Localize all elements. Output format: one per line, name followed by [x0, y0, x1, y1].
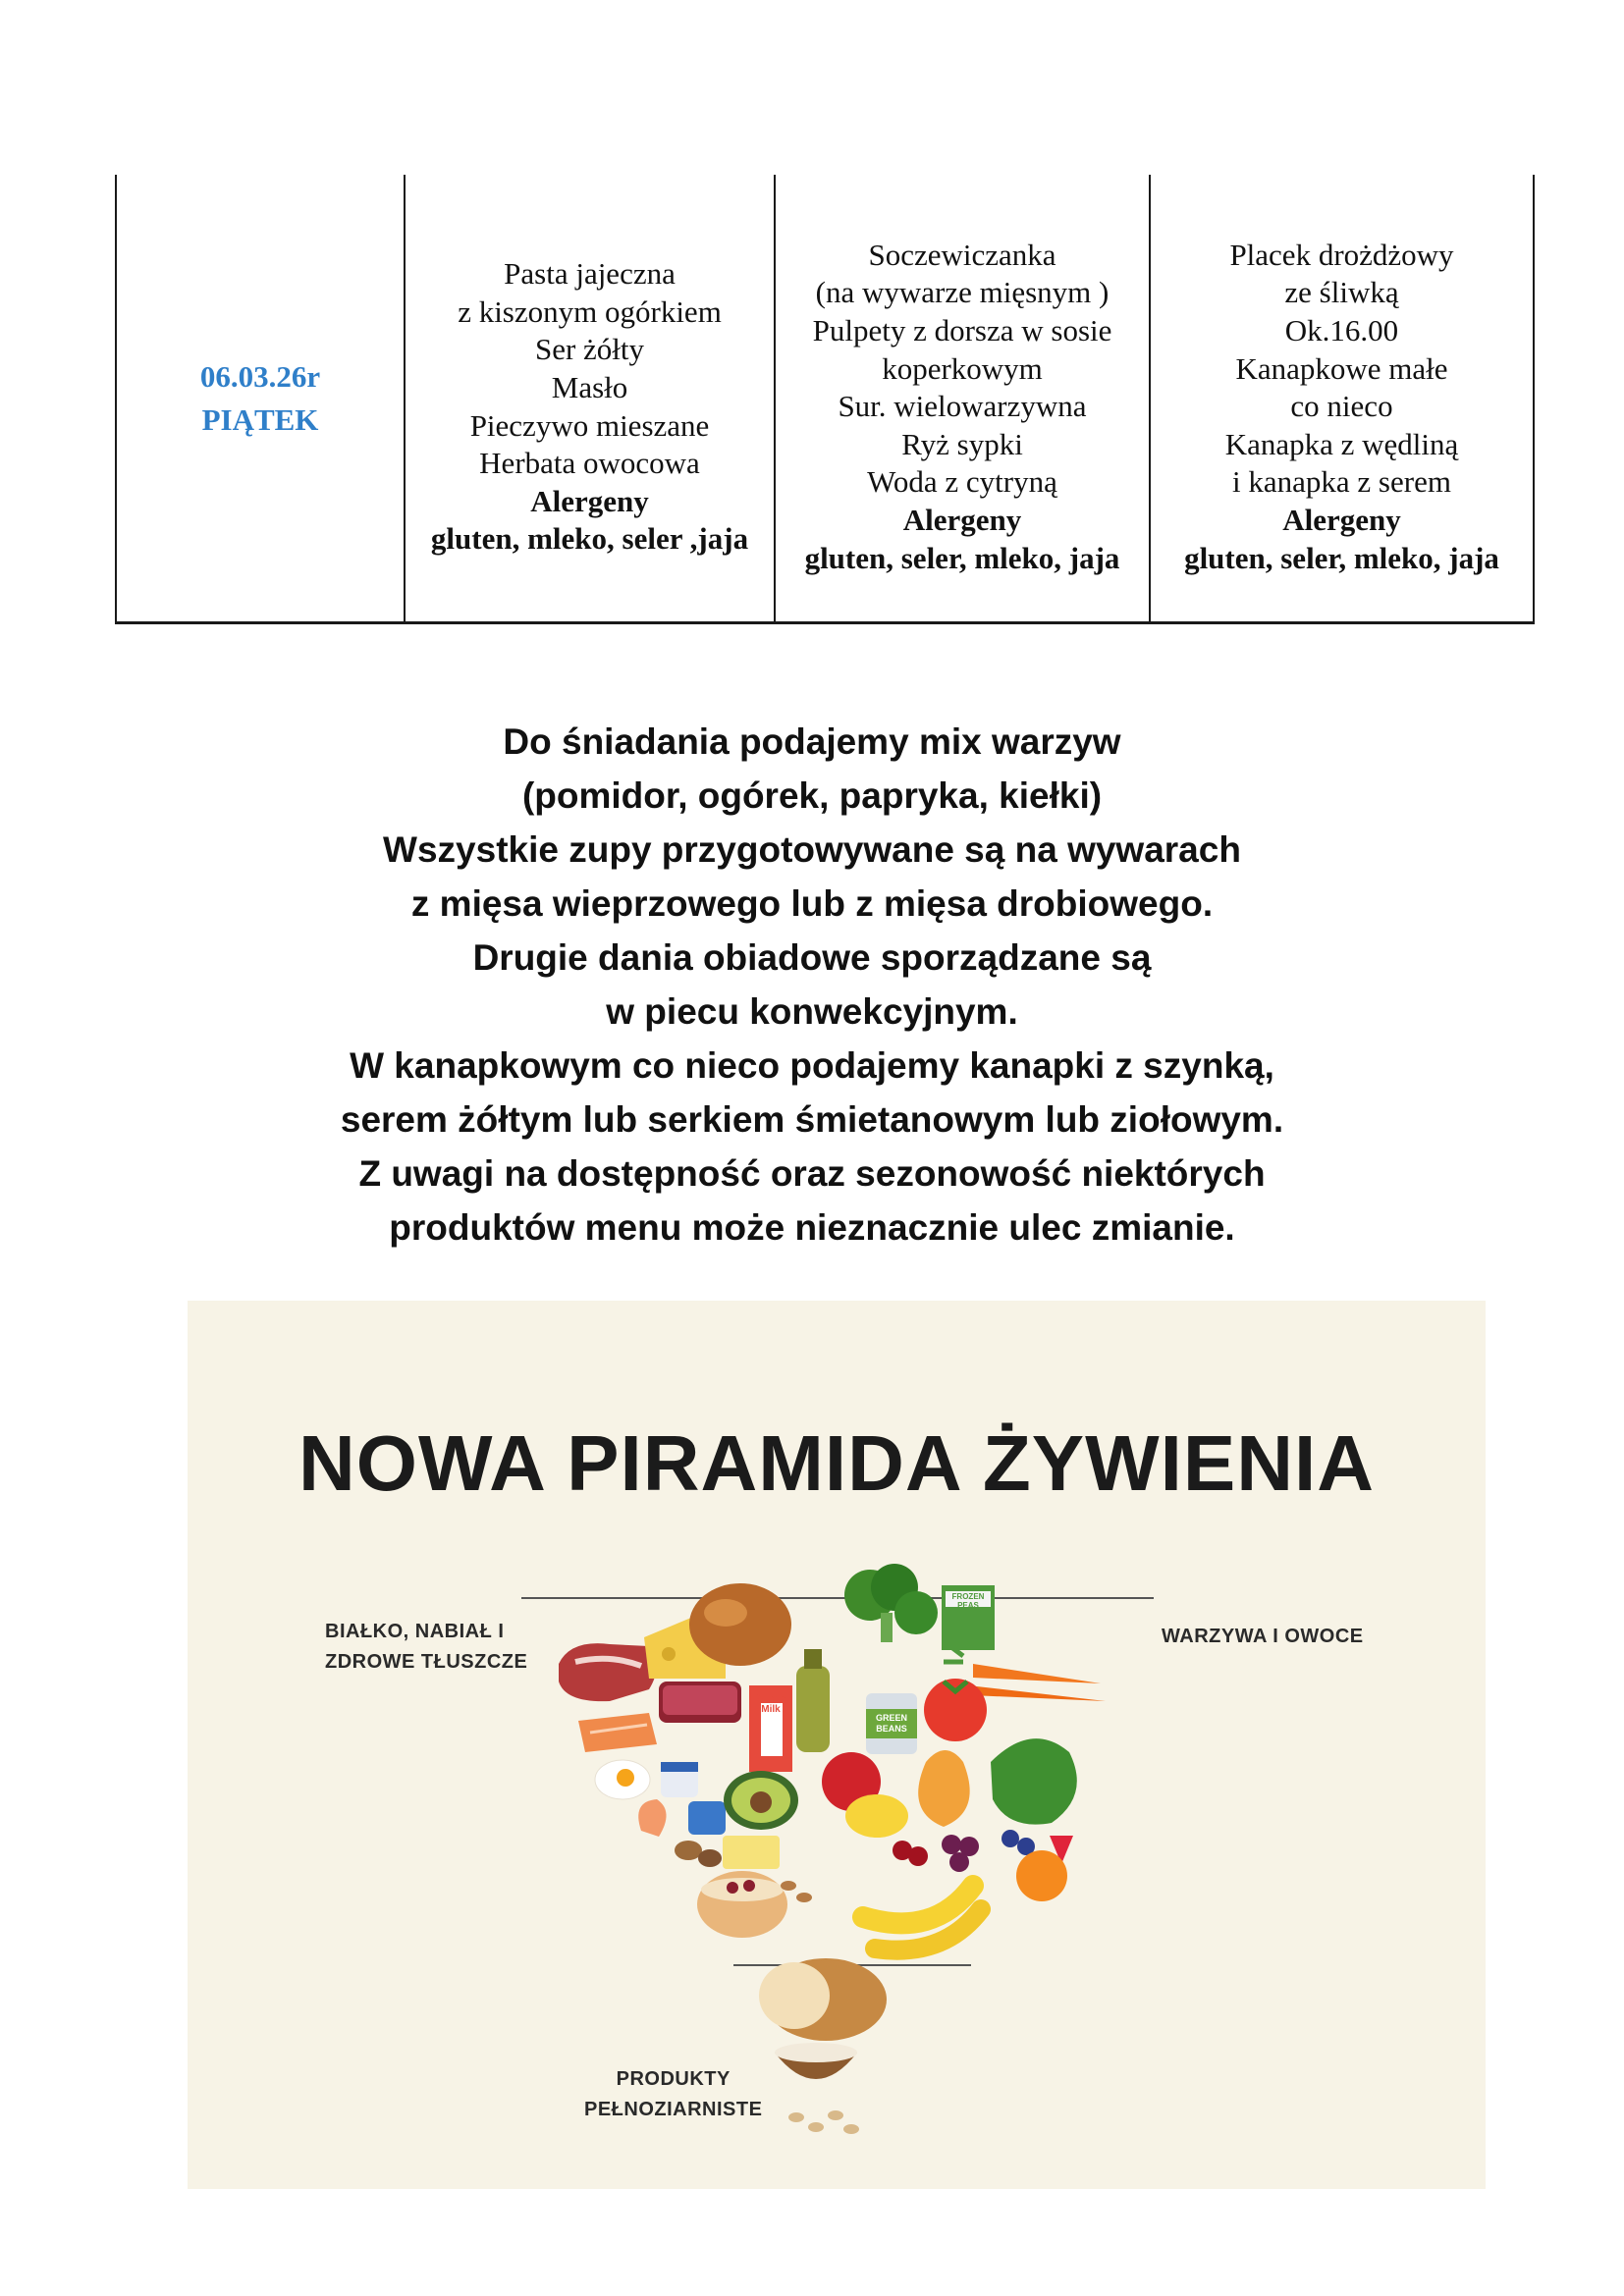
protein-label-line: ZDROWE TŁUSZCZE: [325, 1651, 528, 1673]
breakfast-line: Ser żółty: [534, 332, 645, 367]
lunch-cell: [776, 175, 1151, 621]
snack-line: ze śliwką: [1284, 275, 1399, 310]
snack-allergens-label: Alergeny: [1282, 502, 1401, 537]
green-beans-label: GREEN BEANS: [875, 1713, 907, 1734]
vegetables-fruits-label: WARZYWA I OWOCE: [1162, 1626, 1364, 1647]
note-line: w piecu konwekcyjnym.: [606, 991, 1018, 1032]
breakfast-cell: [406, 175, 776, 621]
lunch-allergens-label: Alergeny: [902, 502, 1022, 537]
grain-label-line: PEŁNOZIARNISTE: [584, 2099, 763, 2120]
note-line: (pomidor, ogórek, papryka, kiełki): [521, 775, 1103, 816]
lunch-line: Soczewiczanka: [868, 237, 1056, 272]
lunch-line: koperkowym: [882, 350, 1043, 386]
breakfast-allergens: gluten, mleko, seler ,jaja: [430, 521, 749, 557]
note-line: z mięsa wieprzowego lub z mięsa drobiowego.: [410, 883, 1214, 924]
menu-table: [115, 175, 1535, 624]
note-line: Drugie dania obiadowe sporządzane są: [472, 937, 1152, 978]
menu-notes: [0, 715, 1624, 1255]
lunch-allergens: gluten, seler, mleko, jaja: [804, 540, 1120, 575]
breakfast-line: Masło: [551, 369, 628, 404]
milk-carton-label: Whole Milk: [756, 1693, 785, 1715]
breakfast-line: Pasta jajeczna: [504, 256, 676, 292]
snack-line: Kanapkowe małe: [1235, 350, 1448, 386]
grain-label-line: PRODUKTY: [616, 2068, 731, 2090]
lunch-line: Ryż sypki: [901, 426, 1023, 461]
snack-line: i kanapka z serem: [1232, 464, 1451, 500]
breakfast-line: Pieczywo mieszane: [469, 407, 710, 443]
note-line: Wszystkie zupy przygotowywane są na wywarach: [383, 829, 1241, 870]
snack-line: co nieco: [1290, 389, 1393, 424]
lunch-line: Sur. wielowarzywna: [838, 389, 1087, 424]
protein-dairy-label: [325, 1617, 527, 1678]
menu-day: PIĄTEK: [201, 401, 319, 437]
note-line: Z uwagi na dostępność oraz sezonowość niektórych: [358, 1153, 1266, 1194]
breakfast-allergens-label: Alergeny: [530, 483, 649, 518]
breakfast-line: Herbata owocowa: [479, 446, 700, 481]
note-line: W kanapkowym co nieco podajemy kanapki z szynką,: [350, 1045, 1274, 1086]
whole-grain-label: [584, 2064, 762, 2125]
lunch-line: Pulpety z dorsza w sosie: [812, 313, 1112, 348]
note-line: produktów menu może nieznacznie ulec zmianie.: [389, 1207, 1235, 1248]
snack-allergens: gluten, seler, mleko, jaja: [1184, 540, 1499, 575]
pyramid-title: NOWA PIRAMIDA ŻYWIENIA: [298, 1419, 1376, 1507]
snack-line: Ok.16.00: [1284, 313, 1399, 348]
note-line: serem żółtym lub serkiem śmietanowym lub ziołowym.: [340, 1099, 1284, 1140]
lunch-line: (na wywarze mięsnym ): [815, 275, 1110, 310]
menu-date: 06.03.26r: [199, 358, 321, 394]
frozen-peas-label: FROZEN PEAS: [951, 1592, 985, 1610]
date-cell: [115, 175, 406, 621]
breakfast-line: z kiszonym ogórkiem: [458, 294, 722, 329]
snack-line: Placek drożdżowy: [1229, 237, 1454, 272]
snack-cell: [1151, 175, 1535, 621]
note-line: Do śniadania podajemy mix warzyw: [503, 721, 1121, 762]
food-pyramid-image: [188, 1301, 1486, 2189]
protein-label-line: BIAŁKO, NABIAŁ I: [325, 1621, 505, 1642]
snack-line: Kanapka z wędliną: [1224, 426, 1459, 461]
lunch-line: Woda z cytryną: [867, 464, 1057, 500]
